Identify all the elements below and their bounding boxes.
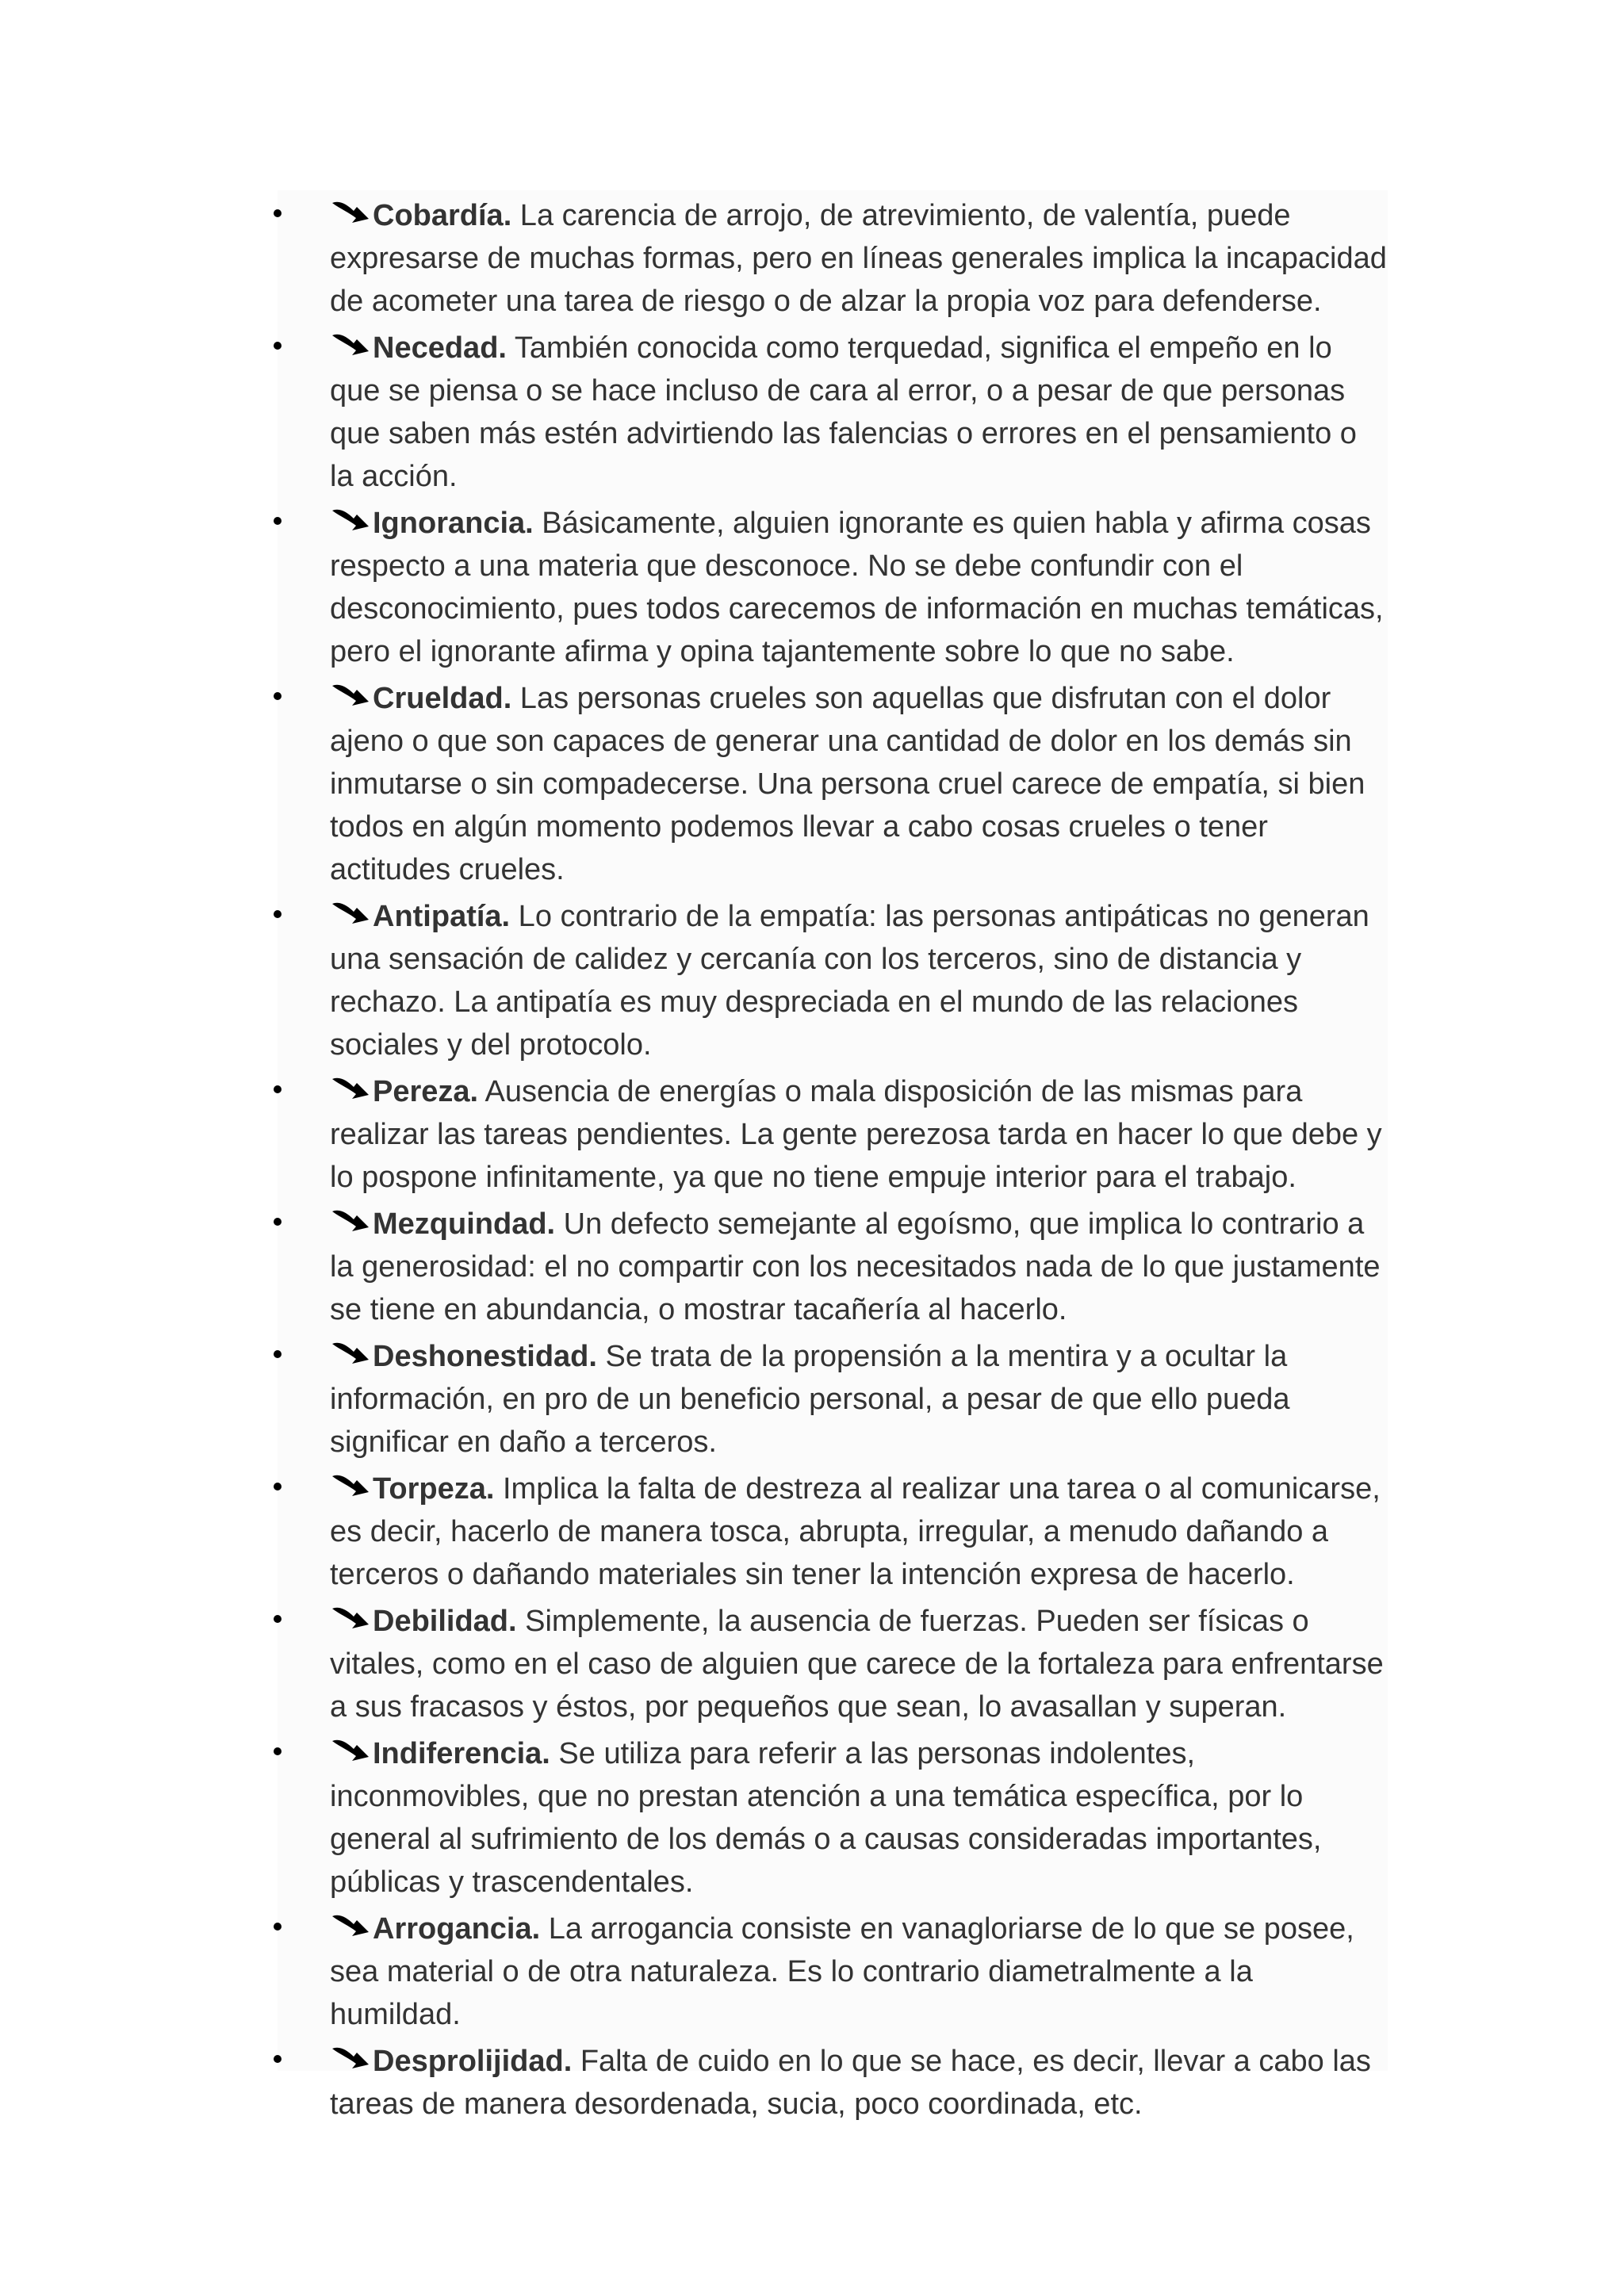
defect-term: Indiferencia. — [373, 1737, 550, 1770]
bullet-icon — [274, 1615, 282, 1623]
list-item — [278, 1199, 1388, 1331]
defect-term: Torpeza. — [373, 1472, 495, 1506]
list-item — [278, 323, 1388, 498]
list-item — [278, 673, 1388, 891]
bullet-icon — [274, 910, 282, 918]
defect-description: La carencia de arrojo, de atrevimiento, de valentía, puede expresarse de muchas formas, pero en líneas generales implica la incapacidad de acometer una tarea de riesgo o de alzar la propia voz para defenderse. — [330, 199, 1387, 318]
curved-arrow-icon — [330, 329, 371, 359]
bullet-icon — [274, 342, 282, 350]
curved-arrow-icon — [330, 1073, 371, 1103]
defect-description: Se trata de la propensión a la mentira y a ocultar la información, en pro de un beneficio personal, a pesar de que ello pueda significar en daño a terceros. — [330, 1340, 1290, 1459]
defect-description: Ausencia de energías o mala disposición de las mismas para realizar las tareas pendientes. La gente perezosa tarda en hacer lo que debe y lo pospone infinitamente, ya que no tiene empuje interior para el trabajo. — [330, 1075, 1382, 1194]
defect-term: Mezquindad. — [373, 1207, 556, 1241]
curved-arrow-icon — [330, 1602, 371, 1632]
curved-arrow-icon — [330, 197, 371, 227]
defect-description: Básicamente, alguien ignorante es quien habla y afirma cosas respecto a una materia que desconoce. No se debe confundir con el desconocimiento, pues todos carecemos de información en muchas temáticas, pero el ignorante afirma y opina tajantemente sobre lo que no sabe. — [330, 507, 1384, 668]
defect-description: Las personas crueles son aquellas que disfrutan con el dolor ajeno o que son capaces de generar una cantidad de dolor en los demás sin inmutarse o sin compadecerse. Una persona cruel carece de empatía, si bien todos en algún momento podemos llevar a cabo cosas crueles o tener actitudes crueles. — [330, 682, 1365, 886]
curved-arrow-icon — [330, 504, 371, 534]
bullet-icon — [274, 1747, 282, 1755]
bullet-icon — [274, 1923, 282, 1931]
defect-description: La arrogancia consiste en vanagloriarse de lo que se posee, sea material o de otra naturaleza. Es lo contrario diametralmente a la humildad. — [330, 1912, 1354, 2031]
curved-arrow-icon — [330, 1205, 371, 1235]
defect-term: Antipatía. — [373, 900, 511, 933]
bullet-icon — [274, 1218, 282, 1226]
list-item — [278, 1904, 1388, 2036]
bullet-icon — [274, 1483, 282, 1490]
bullet-icon — [274, 1350, 282, 1358]
defect-term: Crueldad. — [373, 682, 512, 715]
list-item — [278, 1331, 1388, 1464]
bullet-icon — [274, 209, 282, 217]
curved-arrow-icon — [330, 2042, 371, 2072]
bullet-icon — [274, 2055, 282, 2063]
curved-arrow-icon — [330, 1470, 371, 1500]
defect-term: Arrogancia. — [373, 1912, 541, 1946]
list-item — [278, 1066, 1388, 1199]
curved-arrow-icon — [330, 679, 371, 710]
curved-arrow-icon — [330, 1910, 371, 1940]
curved-arrow-icon — [330, 1735, 371, 1765]
list-item — [278, 190, 1388, 323]
list-item — [278, 1728, 1388, 1904]
bullet-icon — [274, 692, 282, 700]
list-item — [278, 2036, 1388, 2126]
defect-term: Desprolijidad. — [373, 2045, 573, 2078]
curved-arrow-icon — [330, 897, 371, 928]
list-item — [278, 1464, 1388, 1596]
defect-term: Debilidad. — [373, 1605, 517, 1638]
defect-term: Cobardía. — [373, 199, 512, 232]
bullet-icon — [274, 517, 282, 525]
defect-description: Lo contrario de la empatía: las personas antipáticas no generan una sensación de calidez y cercanía con los terceros, sino de distancia y rechazo. La antipatía es muy despreciada en el mundo de las relaciones sociales y del protocolo. — [330, 900, 1369, 1062]
list-item — [278, 1596, 1388, 1728]
defect-term: Ignorancia. — [373, 507, 534, 540]
defect-term: Pereza. — [373, 1075, 479, 1108]
curved-arrow-icon — [330, 1337, 371, 1368]
defect-description: Falta de cuido en lo que se hace, es decir, llevar a cabo las tareas de manera desordenada, sucia, poco coordinada, etc. — [330, 2045, 1371, 2121]
defect-term: Necedad. — [373, 331, 507, 365]
defect-description: Se utiliza para referir a las personas indolentes, inconmovibles, que no prestan atención a una temática específica, por lo general al sufrimiento de los demás o a causas consideradas importantes, públicas y trascendentales. — [330, 1737, 1322, 1899]
defect-description: Un defecto semejante al egoísmo, que implica lo contrario a la generosidad: el no compartir con los necesitados nada de lo que justamente se tiene en abundancia, o mostrar tacañería al hacerlo. — [330, 1207, 1381, 1326]
defect-list — [278, 190, 1388, 2126]
defect-description: También conocida como terquedad, significa el empeño en lo que se piensa o se hace incluso de cara al error, o a pesar de que personas que saben más estén advirtiendo las falencias o errores en el pensamiento o la acción. — [330, 331, 1357, 493]
defect-term: Deshonestidad. — [373, 1340, 597, 1373]
list-item — [278, 498, 1388, 673]
defect-description: Implica la falta de destreza al realizar una tarea o al comunicarse, es decir, hacerlo de manera tosca, abrupta, irregular, a menudo dañando a terceros o dañando materiales sin tener la intención expresa de hacerlo. — [330, 1472, 1381, 1591]
bullet-icon — [274, 1085, 282, 1093]
list-item — [278, 891, 1388, 1066]
defect-description: Simplemente, la ausencia de fuerzas. Pueden ser físicas o vitales, como en el caso de alguien que carece de la fortaleza para enfrentarse a sus fracasos y éstos, por pequeños que sean, lo avasallan y superan. — [330, 1605, 1384, 1724]
